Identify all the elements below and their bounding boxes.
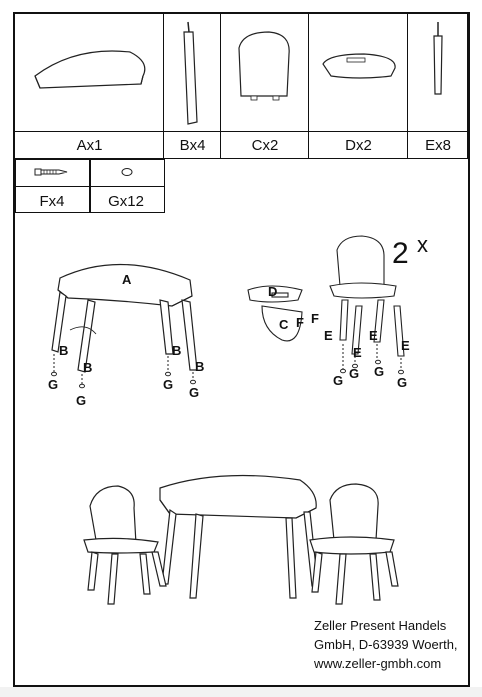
- label-glide-g1: G: [48, 377, 59, 392]
- label-glide-g6: G: [349, 366, 360, 381]
- label-leg-e4: E: [401, 338, 410, 353]
- label-glide-g3: G: [163, 377, 174, 392]
- label-glide-g8: G: [397, 375, 408, 390]
- label-back-c: C: [279, 317, 289, 332]
- label-screw-f2: F: [296, 315, 304, 330]
- label-glide-g5: G: [333, 373, 344, 388]
- part-g-label: Gx12: [108, 193, 144, 210]
- company-line-2: GmbH, D-63939 Woerth,: [314, 637, 458, 652]
- label-screw-f1: F: [311, 311, 319, 326]
- part-f-label: Fx4: [39, 193, 65, 210]
- label-glide-g7: G: [374, 364, 385, 379]
- part-d-label: Dx2: [345, 137, 372, 154]
- label-leg-b3: B: [172, 343, 182, 358]
- company-url[interactable]: www.zeller-gmbh.com: [314, 656, 442, 671]
- company-address: [314, 616, 464, 673]
- label-glide-g4: G: [189, 385, 200, 400]
- assembled-set: [84, 476, 398, 605]
- label-leg-b1: B: [59, 343, 69, 358]
- part-b-label: Bx4: [179, 137, 206, 154]
- label-leg-e3: E: [369, 328, 378, 343]
- part-e-label: Ex8: [425, 137, 451, 154]
- quantity-number: 2: [392, 237, 409, 270]
- label-leg-e1: E: [324, 328, 333, 343]
- label-seat-d: D: [268, 284, 278, 299]
- quantity-suffix: x: [417, 232, 429, 257]
- bottom-strip: [0, 687, 482, 697]
- part-c-label: Cx2: [251, 137, 279, 154]
- company-line-1: Zeller Present Handels: [314, 618, 447, 633]
- label-glide-g2: G: [76, 393, 87, 408]
- part-a-label: Ax1: [76, 137, 103, 154]
- label-leg-e2: E: [353, 345, 362, 360]
- quantity-note: [392, 232, 428, 271]
- label-top-a: A: [122, 272, 132, 287]
- label-leg-b2: B: [83, 360, 93, 375]
- label-leg-b4: B: [195, 359, 205, 374]
